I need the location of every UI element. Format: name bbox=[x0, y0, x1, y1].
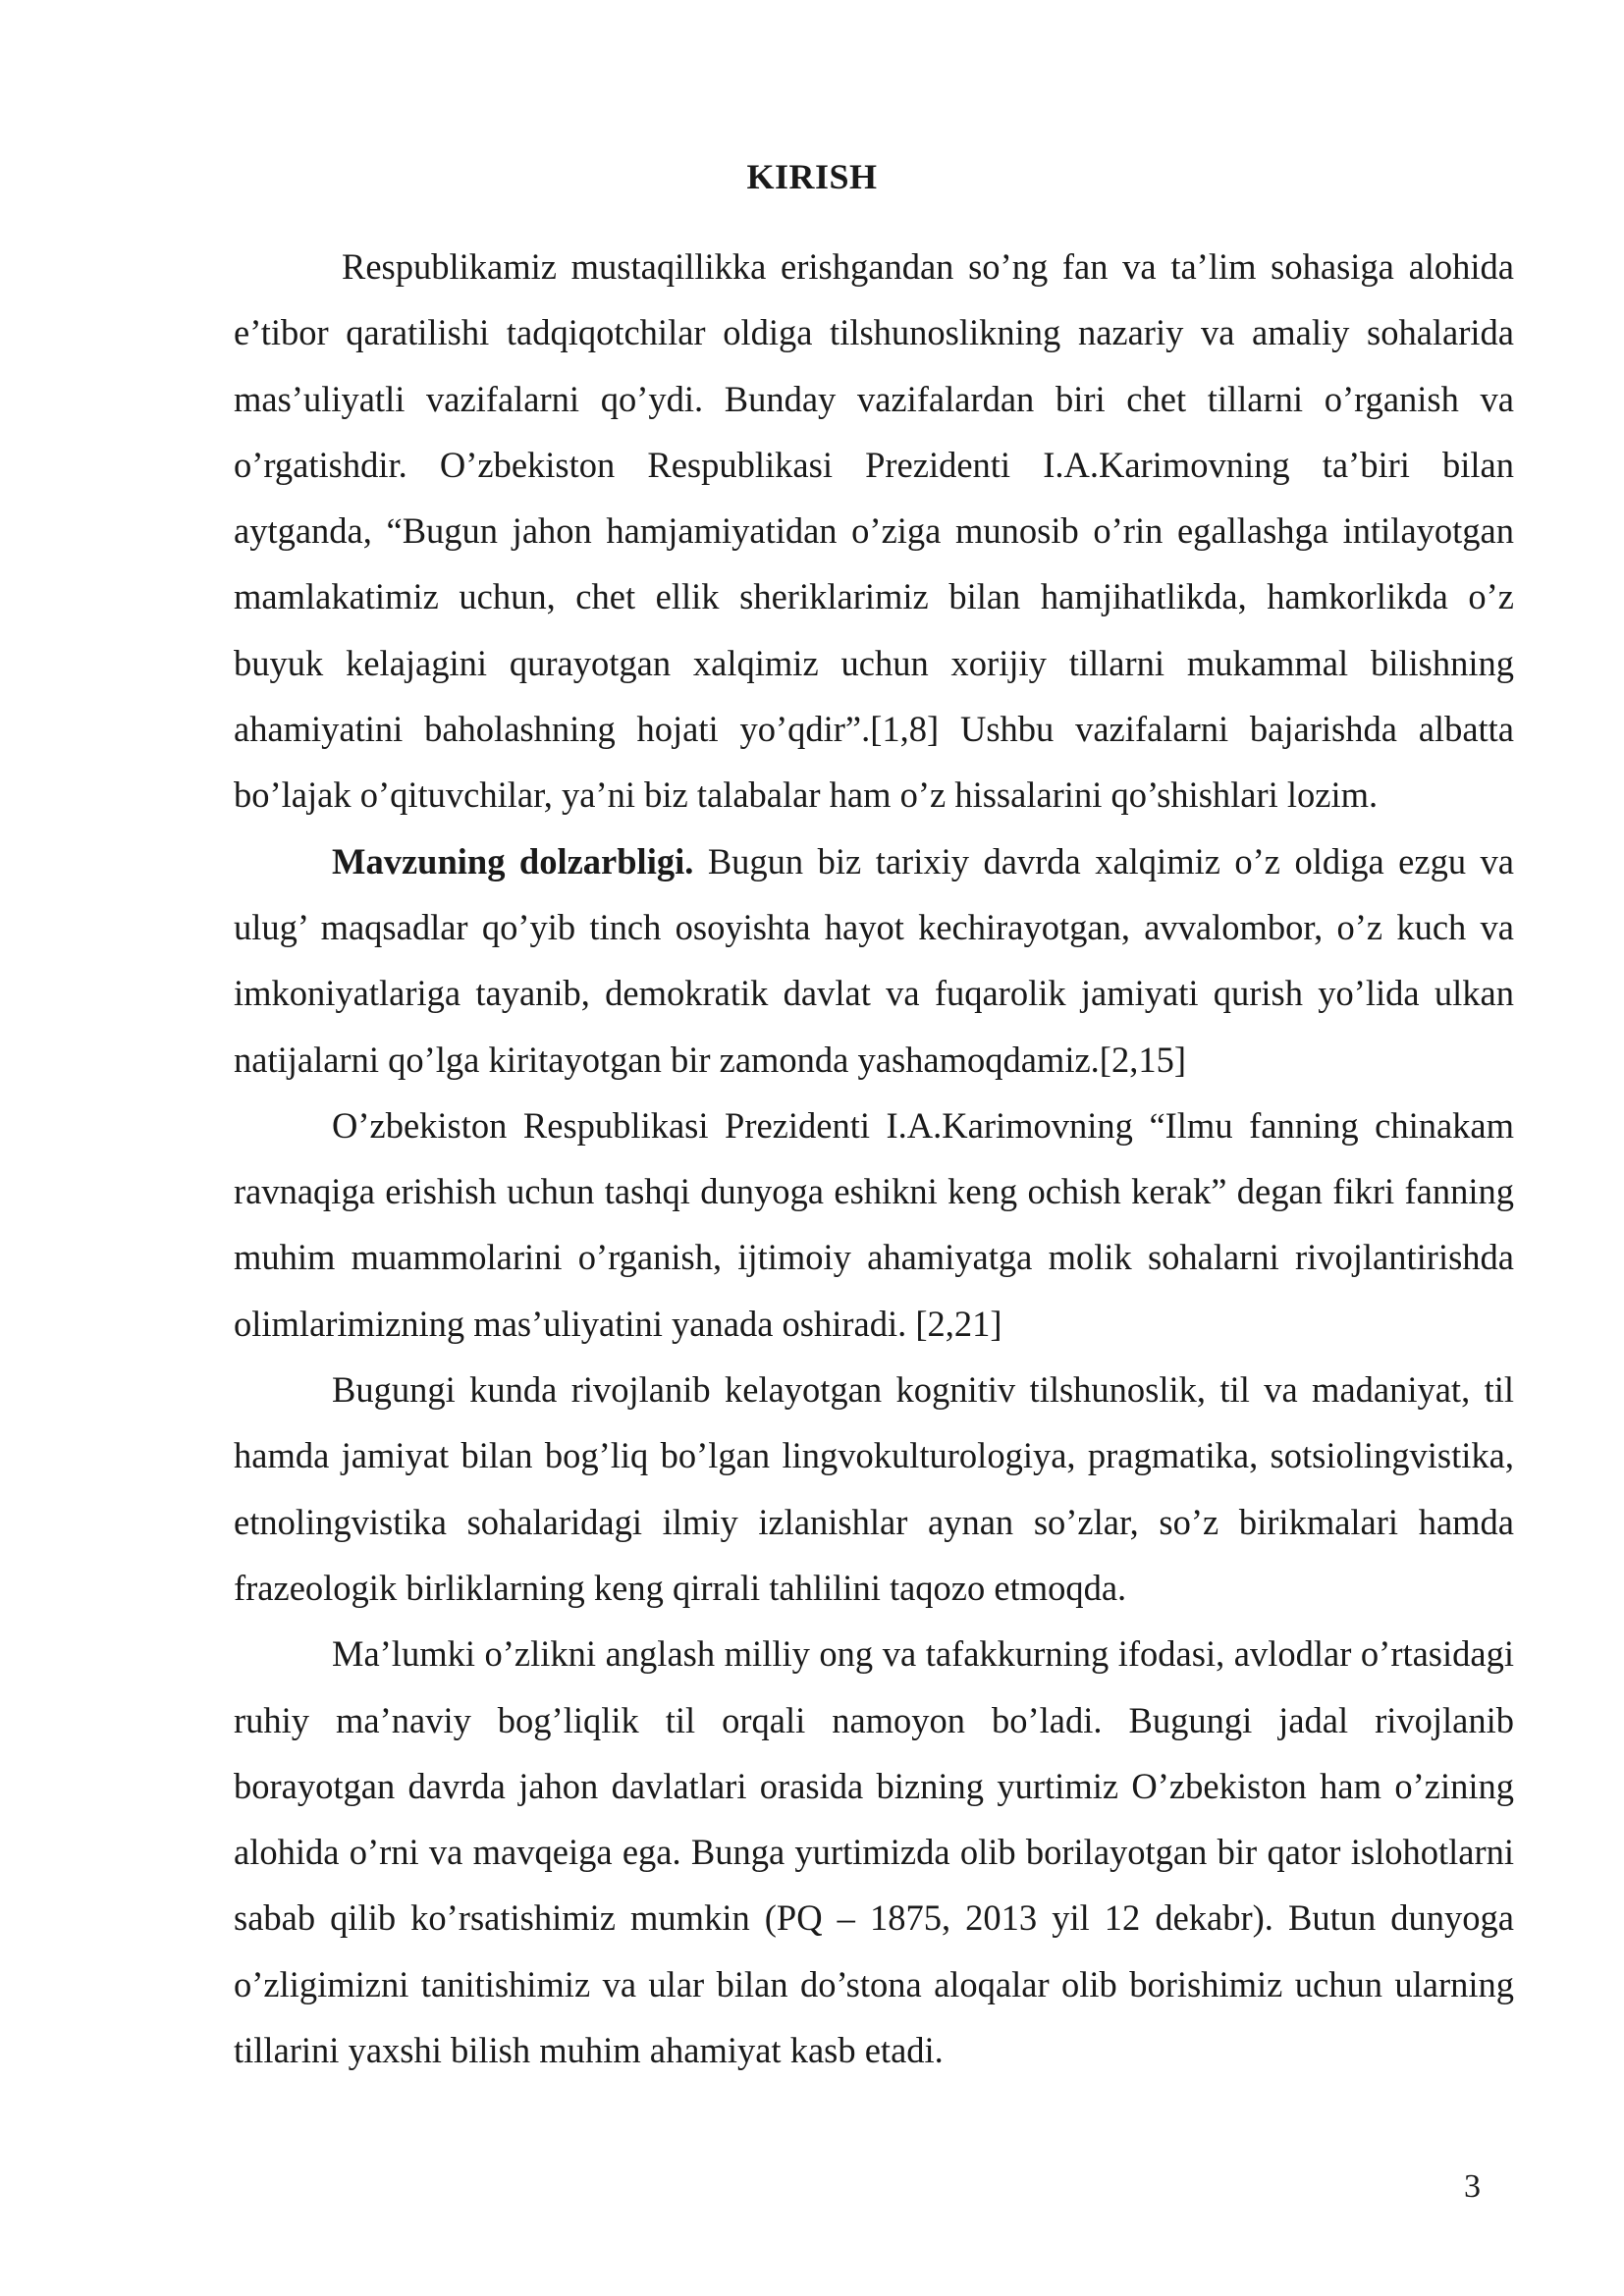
page-number: 3 bbox=[1464, 2168, 1481, 2205]
relevance-heading: Mavzuning dolzarbligi. bbox=[332, 840, 694, 881]
page-title: KIRISH bbox=[746, 157, 878, 196]
paragraph-president-quote: O’zbekiston Respublikasi Prezidenti I.A.Karimovning “Ilmu fanning chinakam ravnaqiga erishish uchun tashqi dunyoga eshikni keng ochish kerak” degan fikri fanning muhim muammolarini o’rganish, ijtimoiy ahamiyatga molik sohalarni rivojlantirishda olimlarimizning mas’uliyatini yanada oshiradi. [2,21] bbox=[234, 1104, 1514, 1344]
paragraph-relevance bbox=[234, 828, 1514, 1093]
paragraph-cognitive-linguistics: Bugungi kunda rivojlanib kelayotgan kognitiv tilshunoslik, til va madaniyat, til hamda jamiyat bilan bog’liq bo’lgan lingvokulturologiya, pragmatika, sotsiolingvistika, etnolingvistika sohalaridagi ilmiy izlanishlar aynan so’zlar, so’z birikmalari hamda frazeologik birliklarning keng qirrali tahlilini taqozo etmoqda. bbox=[234, 1369, 1514, 1608]
paragraph-identity: Ma’lumki o’zlikni anglash milliy ong va tafakkurning ifodasi, avlodlar o’rtasidagi ruhiy ma’naviy bog’liqlik til orqali namoyon bo’ladi. Bugungi jadal rivojlanib borayotgan davrda jahon davlatlari orasida bizning yurtimiz O’zbekiston ham o’zining alohida o’rni va mavqeiga ega. Bunga yurtimizda olib borilayotgan bir qator islohotlarni sabab qilib ko’rsatishimiz mumkin (PQ – 1875, 2013 yil 12 dekabr). Butun dunyoga o’zligimizni tanitishimiz va ular bilan do’stona aloqalar olib borishimiz uchun ularning tillarini yaxshi bilish muhim ahamiyat kasb etadi. bbox=[234, 1633, 1514, 2071]
body-text bbox=[234, 234, 1514, 2083]
relevance-text: Bugun biz tarixiy davrda xalqimiz o’z oldiga ezgu va ulug’ maqsadlar qo’yib tinch osoyishta hayot kechirayotgan, avvalombor, o’z kuch va imkoniyatlariga tayanib, demokratik davlat va fuqarolik jamiyati qurish yo’lida ulkan natijalarni qo’lga kiritayotgan bir zamonda yashamoqdamiz.[2,15] bbox=[234, 840, 1514, 1080]
paragraph-intro: Respublikamiz mustaqillikka erishgandan so’ng fan va ta’lim sohasiga alohida e’tibor qaratilishi tadqiqotchilar oldiga tilshunoslikning nazariy va amaliy sohalarida mas’uliyatli vazifalarni qo’ydi. Bunday vazifalardan biri chet tillarni o’rganish va o’rgatishdir. O’zbekiston Respublikasi Prezidenti I.A.Karimovning ta’biri bilan aytganda, “Bugun jahon hamjamiyatidan o’ziga munosib o’rin egallashga intilayotgan mamlakatimiz uchun, chet ellik sheriklarimiz bilan hamjihatlikda, hamkorlikda o’z buyuk kelajagini qurayotgan xalqimiz uchun xorijiy tillarni mukammal bilishning ahamiyatini baholashning hojati yo’qdir”.[1,8] Ushbu vazifalarni bajarishda albatta bo’lajak o’qituvchilar, ya’ni biz talabalar ham o’z hissalarini qo’shishlari lozim. bbox=[234, 246, 1514, 816]
